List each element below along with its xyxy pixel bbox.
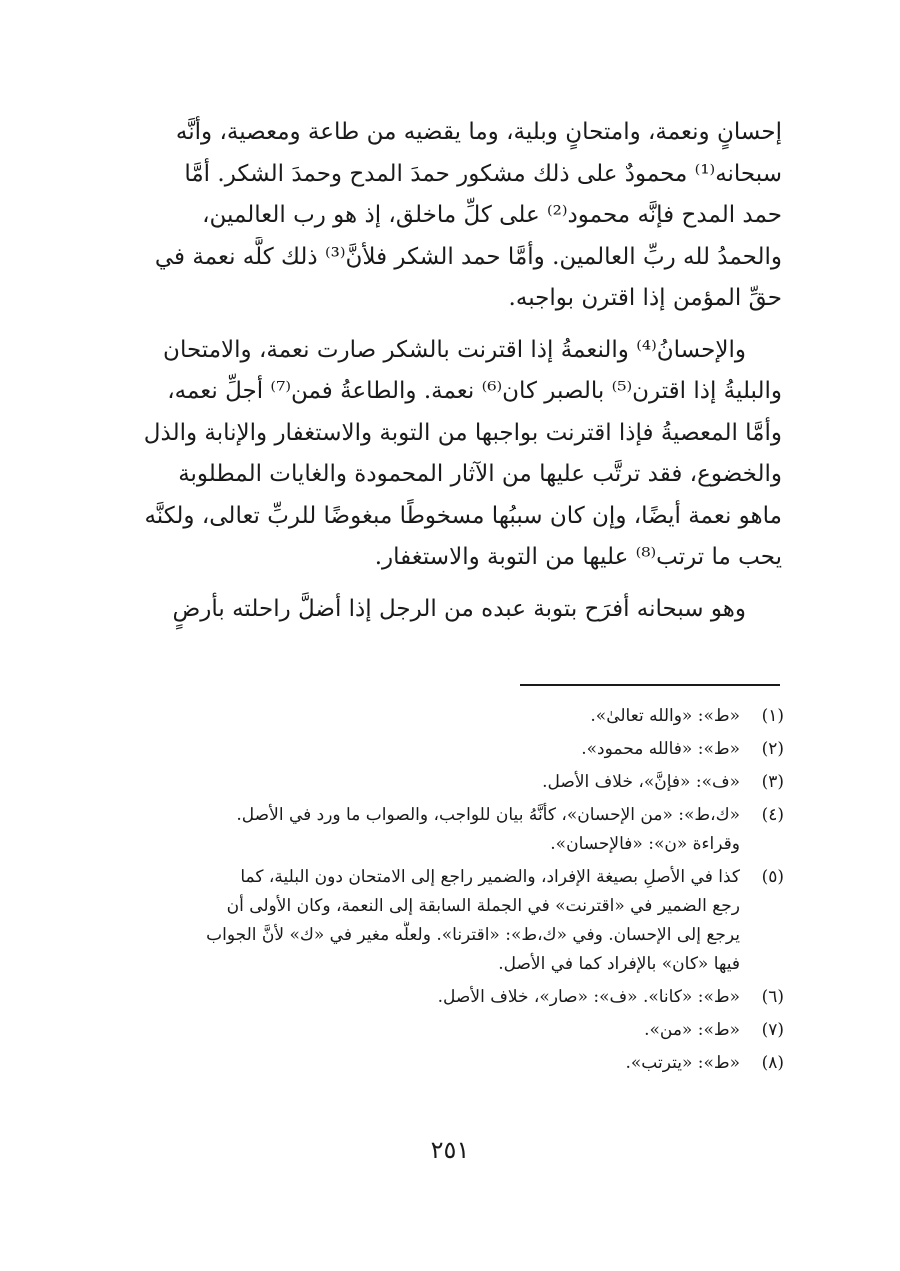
paragraph-3 bbox=[118, 589, 782, 631]
footnote-body bbox=[118, 1016, 740, 1045]
footnote-line: «ف»: «فإنَّ»، خلاف الأصل. bbox=[542, 772, 740, 792]
footnote-line: «ط»: «فالله محمود». bbox=[581, 739, 740, 759]
text-line: والبليةُ إذا اقترن⁽⁵⁾ بالصبر كان⁽⁶⁾ نعمة. والطاعةُ فمن⁽⁷⁾ أجلِّ نعمه، bbox=[167, 378, 782, 404]
footnote-body bbox=[118, 983, 740, 1012]
footnote-number: (١) bbox=[761, 706, 784, 726]
footnote-line: «ط»: «من». bbox=[644, 1020, 740, 1040]
paragraph-1 bbox=[118, 112, 782, 320]
text-line: يحب ما ترتب⁽⁸⁾ عليها من التوبة والاستغفار. bbox=[374, 544, 782, 570]
footnote-2 bbox=[118, 735, 784, 764]
text-line: سبحانه⁽¹⁾ محمودٌ على ذلك مشكور حمدَ المدح وحمدَ الشكر. أمَّا bbox=[184, 160, 782, 187]
footnote-line: «ط»: «كانا». «ف»: «صار»، خلاف الأصل. bbox=[437, 987, 740, 1007]
footnote-number: (٤) bbox=[761, 805, 784, 825]
footnote-number: (٢) bbox=[761, 739, 784, 759]
footnote-5 bbox=[118, 863, 784, 979]
footnote-line: رجع الضمير في «اقترنت» في الجملة السابقة إلى النعمة، وكان الأولى أن bbox=[226, 896, 740, 916]
footnote-line: كذا في الأصلِ بصيغة الإفراد، والضمير راجع إلى الامتحان دون البلية، كما bbox=[240, 867, 740, 887]
text-line: ماهو نعمة أيضًا، وإن كان سببُها مسخوطًا مبغوضًا للربِّ تعالى، ولكنَّه bbox=[144, 502, 782, 529]
footnote-8 bbox=[118, 1049, 784, 1078]
footnote-body bbox=[118, 768, 740, 797]
footnote-line: «ك،ط»: «من الإحسان»، كأنَّهُ بيان للواجب، والصواب ما ورد في الأصل. bbox=[236, 805, 740, 825]
paragraph-2 bbox=[118, 330, 782, 579]
footnote-7 bbox=[118, 1016, 784, 1045]
footnote-1 bbox=[118, 702, 784, 731]
footnote-6 bbox=[118, 983, 784, 1012]
footnote-line: فيها «كان» بالإفراد كما في الأصل. bbox=[498, 954, 740, 974]
footnote-body bbox=[118, 801, 740, 859]
text-line: والخضوع، فقد ترتَّب عليها من الآثار المحمودة والغايات المطلوبة bbox=[178, 461, 782, 487]
footnote-4 bbox=[118, 801, 784, 859]
text-line: حقِّ المؤمن إذا اقترن بواجبه. bbox=[508, 285, 782, 311]
text-line: وهو سبحانه أفرَح بتوبة عبده من الرجل إذا أضلَّ راحلته بأرضٍ bbox=[172, 595, 746, 622]
text-line: إحسانٍ ونعمة، وامتحانٍ وبلية، وما يقضيه من طاعة ومعصية، وأنَّه bbox=[175, 119, 782, 145]
footnote-number: (٨) bbox=[761, 1053, 784, 1073]
footnote-number: (٧) bbox=[761, 1020, 784, 1040]
page-number: ٢٥١ bbox=[430, 1136, 470, 1164]
footnote-line: «ط»: «والله تعالىٰ». bbox=[590, 706, 740, 726]
text-line: وأمَّا المعصيةُ فإذا اقترنت بواجبها من التوبة والاستغفار والإنابة والذل bbox=[143, 419, 782, 446]
footnote-body bbox=[118, 863, 740, 979]
text-line: والإحسانُ⁽⁴⁾ والنعمةُ إذا اقترنت بالشكر صارت نعمة، والامتحان bbox=[163, 336, 746, 363]
footnote-line: وقراءة «ن»: «فالإحسان». bbox=[550, 834, 740, 854]
footnote-separator bbox=[520, 684, 780, 686]
footnote-3 bbox=[118, 768, 784, 797]
text-line: حمد المدح فإنَّه محمود⁽²⁾ على كلِّ ماخلق، إذ هو رب العالمين، bbox=[202, 202, 782, 228]
footnote-number: (٥) bbox=[761, 867, 784, 887]
footnote-number: (٣) bbox=[761, 772, 784, 792]
footnote-line: يرجع إلى الإحسان. وفي «ك،ط»: «اقترنا». ولعلَّه مغير في «ك» لأنَّ الجواب bbox=[206, 925, 740, 945]
footnote-body bbox=[118, 702, 740, 731]
text-line: والحمدُ لله ربِّ العالمين. وأمَّا حمد الشكر فلأنَّ⁽³⁾ ذلك كلَّه نعمة في bbox=[154, 243, 782, 270]
footnotes bbox=[118, 702, 784, 1082]
footnote-body bbox=[118, 735, 740, 764]
footnote-line: «ط»: «يترتب». bbox=[625, 1053, 740, 1073]
main-text bbox=[118, 112, 782, 640]
footnote-body bbox=[118, 1049, 740, 1078]
footnote-number: (٦) bbox=[761, 987, 784, 1007]
